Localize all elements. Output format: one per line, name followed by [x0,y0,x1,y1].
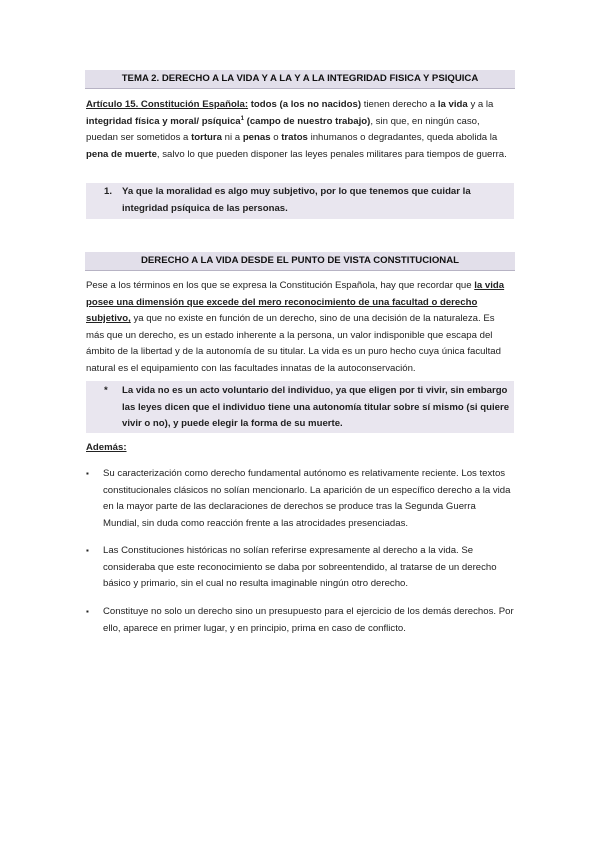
text-fragment: ni a [224,132,241,143]
list-item-text: Constituye no solo un derecho sino un presupuesto para el ejercicio de los demás derechos. Por ello, aparece en primer lugar, y en principio, prima en caso de conflicto. [103,606,514,634]
list-item-text: Su caracterización como derecho fundamental autónomo es relativamente reciente. Los textos constitucionales clásicos no solían mencionarlo. La aparición de un específico derecho a la vida en la mayor parte de las declaraciones de derechos se produce tras la Segunda Guerra Mundial, sin duda como reacción frente a las atrocidades presenciadas. [103,468,511,529]
text-penas: penas [242,132,271,143]
text-fragment: inhumanos o degradantes, queda abolida la [310,132,498,143]
text-fragment: tienen derecho a [363,99,436,110]
section-title-tema2: TEMA 2. DERECHO A LA VIDA Y A LA Y A LA INTEGRIDAD FISICA Y PSIQUICA [85,70,515,89]
text-pena-de-muerte: pena de muerte [86,148,157,160]
text-fragment: y a la [470,99,494,110]
note-box-2 [86,381,514,433]
article-reference: Artículo 15. Constitución Española: [86,99,249,110]
text-highlight-dimension: la vida posee una dimensión que excede del mero reconocimiento de una facultad o derecho subjetivo, [86,280,505,324]
note-text: Ya que la moralidad es algo muy subjetivo, por lo que tenemos que cuidar la integridad psíquica de las personas. [122,186,471,214]
footnote-marker: 1 [240,115,244,122]
bullet-icon: ▪ [86,607,89,616]
text-campo: (campo de nuestro trabajo) [246,115,371,127]
text-fragment: , salvo lo que pueden disponer las leyes penales militares para tiempos de guerra. [156,148,507,160]
bullet-icon: ▪ [86,469,89,478]
text-fragment: Pese a los términos en los que se expresa la Constitución Española, hay que recordar que [86,280,472,291]
text-fragment: ya que no existe en función de un derecho, sino de una decisión de la naturaleza. Es más que un derecho, es un estado inherente a la persona, un valor indisponible que escapa del ámbito de la libertad y de la autonomía de su titular. La vida es un puro hecho cuya única facultad natural es el equipamiento con las facultades innatas de la autoconservación. [86,313,501,374]
note-number: 1. [104,186,113,197]
text-la-vida: la vida [437,99,468,110]
text-fragment: , sin que, en ningún caso, puedan ser sometidos a [86,115,480,143]
ademas-heading: Además: [86,442,127,453]
constitutional-paragraph [86,278,514,377]
section-title-constitucional: DERECHO A LA VIDA DESDE EL PUNTO DE VISTA CONSTITUCIONAL [85,252,515,271]
list-item-text: Las Constituciones históricas no solían referirse expresamente al derecho a la vida. Se consideraba que este reconocimiento se daba por sobreentendido, al tratarse de un derecho básico y primario, sin el cual no resulta imaginable ningún otro derecho. [103,545,497,589]
bullet-icon: ▪ [86,546,89,555]
note-box-1 [86,183,514,219]
star-marker: * [104,385,108,396]
text-todos: todos (a los no nacidos) [250,99,362,110]
text-tratos: tratos [281,132,308,143]
text-fragment: o [273,132,279,143]
text-tortura: tortura [191,132,222,143]
article-15-paragraph [86,97,514,163]
note-text: La vida no es un acto voluntario del individuo, ya que eligen por ti vivir, sin embargo las leyes dicen que el individuo tiene una autonomía titular sobre sí mismo (si quiere vivir o no), y puede elegir la forma de su muerte. [122,385,510,429]
text-integridad: integridad física y moral/ psíquica [86,115,241,127]
